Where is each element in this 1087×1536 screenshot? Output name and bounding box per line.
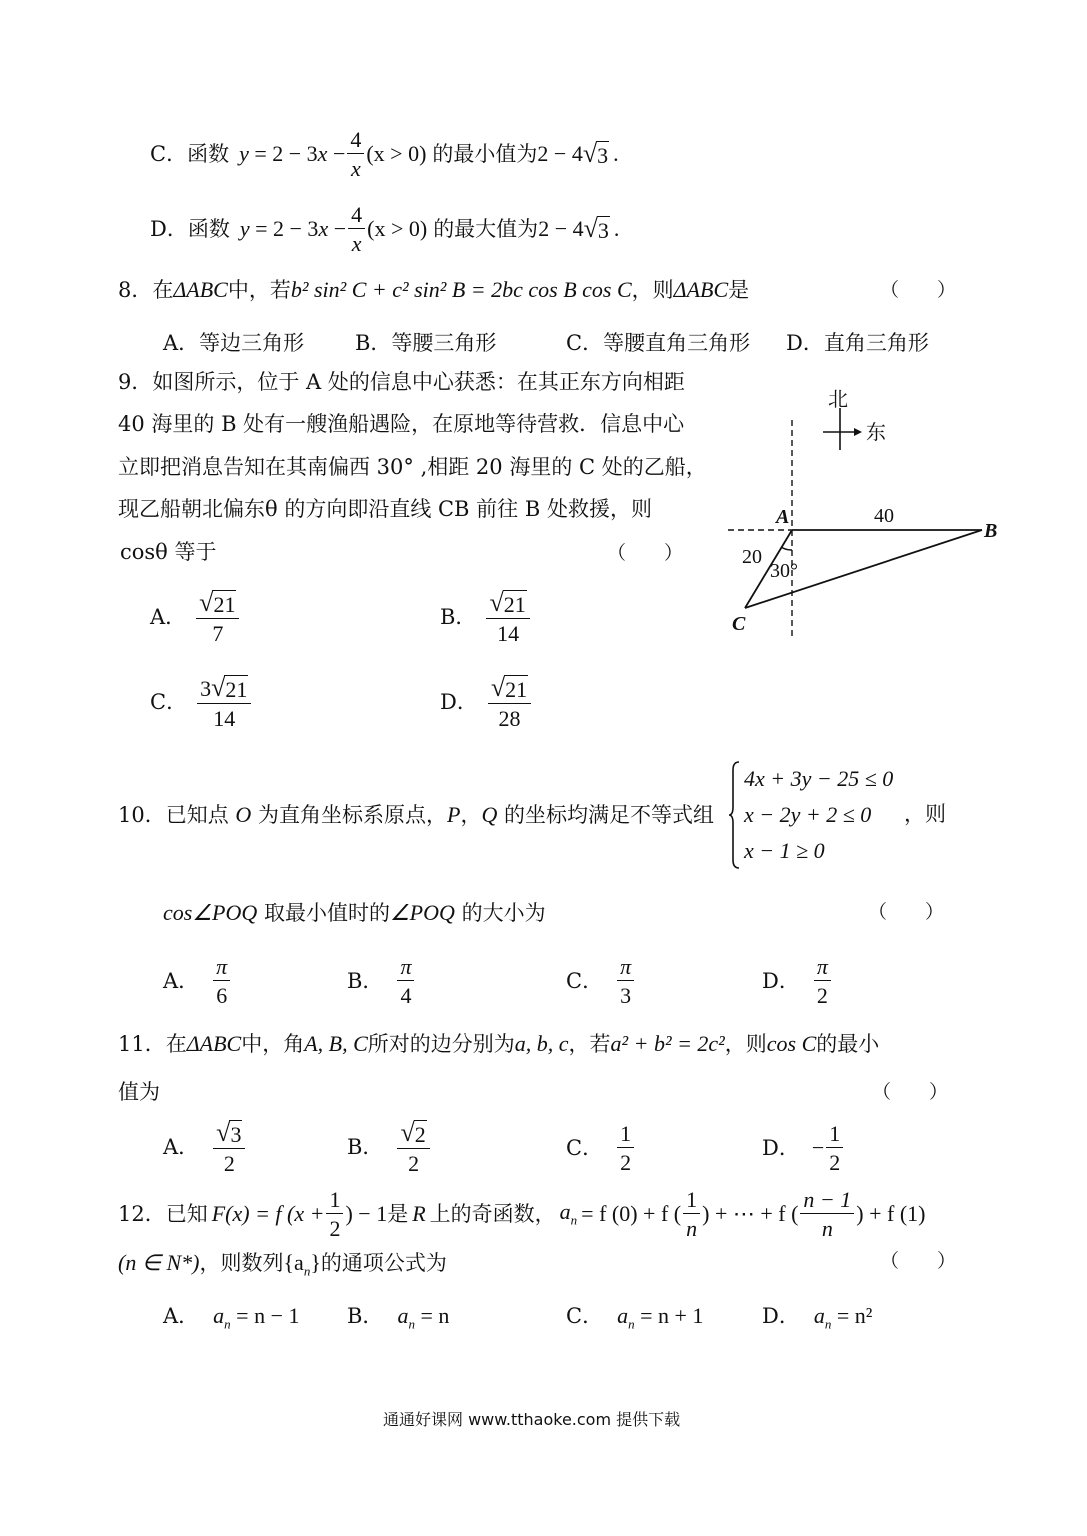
q9-line-4: 现乙船朝北偏东θ 的方向即沿直线 CB 前往 B 处救援，则 (118, 497, 652, 521)
point-C-label: C (732, 613, 746, 635)
q9-answer-paren: （ ） (607, 542, 684, 564)
q7-d-cond: (x > 0) (367, 216, 428, 242)
q10-option-b: B． $\frac{\pi}{4}$ (347, 955, 416, 1007)
q12-option-b: B． $a_n = n$ (347, 1303, 450, 1332)
q9-line-3: 立即把消息告知在其南偏西 30° ,相距 20 海里的 C 处的乙船， (118, 455, 707, 479)
q10-option-d: D． $\frac{\pi}{2}$ (762, 955, 833, 1007)
q9-line-5: cosθ 等于 (120, 540, 217, 564)
system-line-1: 4x + 3y − 25 ≤ 0 (744, 766, 894, 791)
q7-c-fraction: $\frac{4}{x}$ (347, 128, 364, 180)
compass-east-label: 东 (866, 420, 886, 444)
compass-arrow-head (854, 428, 862, 436)
q11-line-2: 值为 (118, 1080, 160, 1104)
q7-option-c: C．函数 y = 2 − 3x − $\frac{4}{x}$ (x > 0) 的最小值为 2 − 4 √ 3 . (150, 127, 619, 182)
q7-c-value: 2 − 4 (537, 141, 583, 167)
q9-line-2: 40 海里的 B 处有一艘渔船遇险，在原地等待营救．信息中心 (118, 412, 685, 436)
point-A-label: A (776, 506, 790, 528)
q7-d-sqrt: √ 3 (583, 214, 609, 244)
q12-stem: 12．已知 F(x) = f (x + $\frac{1}{2}$ ) − 1 是 R 上的奇函数， $a_n$ = f (0) + f ( $\frac{1}{n}$ ) + ⋯ + f ( $\frac{n - 1}{n}$ ) + f (1) (118, 1187, 926, 1242)
q8-answer-paren: （ ） (880, 279, 957, 301)
q9-option-b: B． √ 21 14 (440, 590, 532, 645)
q11-answer-paren: （ ） (872, 1081, 949, 1103)
q7-d-value: 2 − 4 (538, 216, 584, 242)
q10-system (728, 760, 893, 870)
q7-d-label: D．函数 (150, 216, 230, 241)
q8-equation: b² sin² C + c² sin² B = 2bc cos B cos C (290, 277, 632, 302)
point-B-label: B (984, 520, 998, 542)
q9-option-c: C． 3 √ 21 14 (150, 675, 253, 730)
q12-option-c: C． $a_n = n + 1$ (566, 1303, 704, 1332)
angle-label: 30° (770, 560, 798, 582)
q7-c-cond: (x > 0) (366, 141, 427, 167)
q10-option-c: C． $\frac{\pi}{3}$ (566, 955, 636, 1007)
q8-option-a: A．等边三角形 (163, 331, 305, 355)
q9-figure (720, 380, 1020, 650)
q8-stem: 8．在ΔABC中，若b² sin² C + c² sin² B = 2bc cos B cos C，则ΔABC是 (118, 277, 750, 302)
q10-stem: 10．已知点 O 为直角坐标系原点，P，Q 的坐标均满足不等式组 (118, 802, 715, 827)
q10-line-2: cos∠POQ 取最小值时的∠POQ 的大小为 (163, 900, 546, 925)
q9-option-d: D． √ 21 28 (440, 675, 533, 730)
q7-c-label: C．函数 (150, 141, 230, 166)
q12-option-d: D． $a_n = n^2$ (762, 1303, 873, 1332)
q8-option-d: D．直角三角形 (786, 331, 929, 355)
system-line-2: x − 2y + 2 ≤ 0 (744, 802, 872, 827)
q10-answer-paren: （ ） (868, 901, 945, 923)
q11-stem: 11．在ΔABC中，角A, B, C所对的边分别为a, b, c，若a² + b² = 2c²，则cos C的最小 (118, 1031, 880, 1056)
q7-d-text: 的最大值为 (433, 216, 539, 241)
q7-option-d: D．函数 y = 2 − 3x − $\frac{4}{x}$ (x > 0) 的最大值为 2 − 4 √ 3 . (150, 202, 620, 257)
q12-answer-paren: （ ） (880, 1250, 957, 1272)
q11-option-a: A． √ 3 2 (163, 1120, 247, 1175)
q11-option-c: C． $\frac{1}{2}$ (566, 1122, 636, 1174)
q7-d-fraction: $\frac{4}{x}$ (348, 203, 365, 255)
q11-option-d: D． − $\frac{1}{2}$ (762, 1122, 845, 1174)
distance-AC-label: 20 (742, 546, 762, 568)
q9-option-a: A． √ 21 7 (150, 590, 241, 645)
q12-line-2: (n ∈ N*)，则数列$\{a_n\}$的通项公式为 (118, 1250, 447, 1279)
q8-option-c: C．等腰直角三角形 (566, 331, 751, 355)
q9-line-1: 9．如图所示，位于 A 处的信息中心获悉：在其正东方向相距 (118, 370, 685, 394)
q8-option-b: B．等腰三角形 (355, 331, 497, 355)
system-line-3: x − 1 ≥ 0 (744, 838, 825, 863)
angle-arc (781, 547, 792, 550)
q12-option-a: A． $a_n = n - 1$ (163, 1303, 300, 1332)
q11-option-b: B． √ 2 2 (347, 1120, 432, 1175)
system-brace (728, 760, 740, 870)
q10-option-a: A． $\frac{\pi}{6}$ (163, 955, 232, 1007)
q10-stem-end: ，则 (904, 802, 946, 826)
distance-AB-label: 40 (874, 505, 894, 527)
q7-c-text: 的最小值为 (432, 141, 538, 166)
compass-north-label: 北 (828, 387, 848, 411)
q7-c-sqrt: √ 3 (582, 139, 609, 169)
page-footer: 通通好课网 www.tthaoke.com 提供下载 (383, 1410, 681, 1429)
